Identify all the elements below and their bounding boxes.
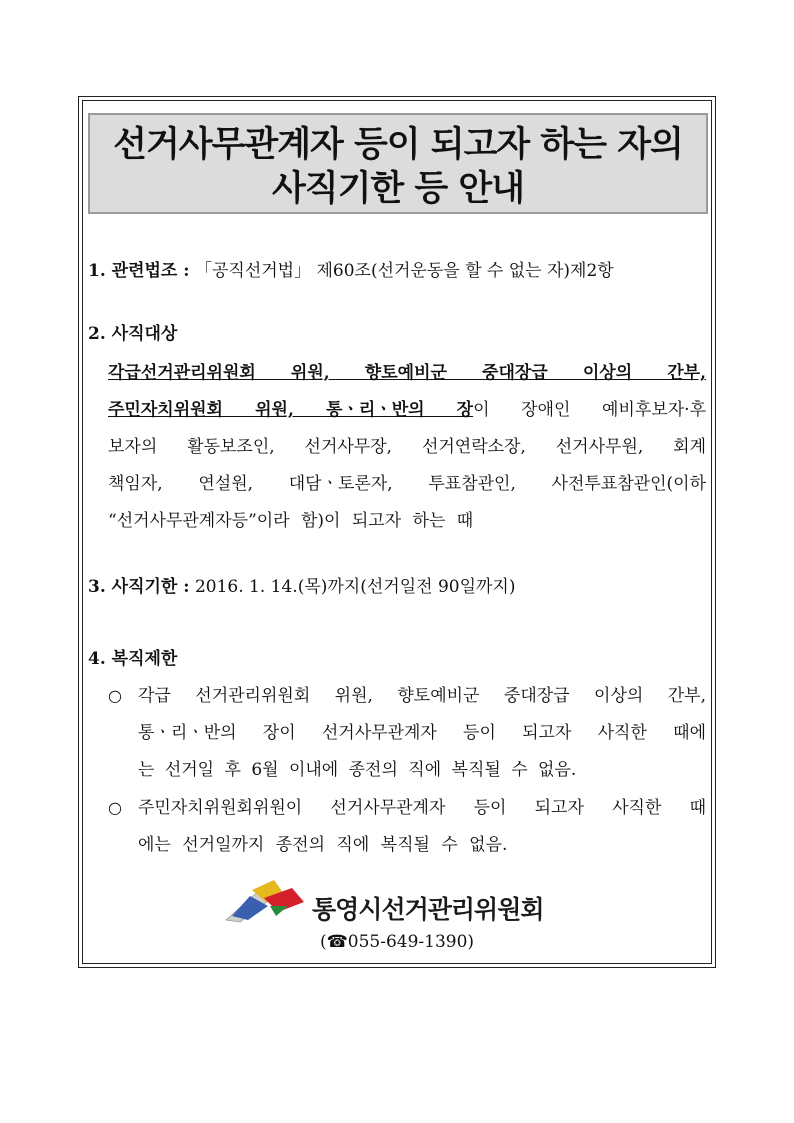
title-line-1: 선거사무관계자 등이 되고자 하는 자의 <box>113 125 683 165</box>
section-3 <box>88 576 515 598</box>
title-line-2: 사직기한 등 안내 <box>271 169 525 209</box>
section-2-line-2: 주민자치위원회 위원, 통ㆍ리ㆍ반의 장이 장애인 예비후보자·후 <box>108 400 706 420</box>
title-box <box>88 113 708 214</box>
section-3-heading: 3. 사직기한 : <box>88 577 190 597</box>
election-commission-logo-icon <box>222 876 312 926</box>
section-2-line-4: 책임자, 연설원, 대담ㆍ토론자, 투표참관인, 사전투표참관인(이하 <box>108 474 706 494</box>
circle-bullet-icon: ○ <box>108 798 122 817</box>
phone-number: (☎055-649-1390) <box>319 932 475 952</box>
section-1-heading: 1. 관련법조 : <box>88 261 190 281</box>
section-2-line-3: 보자의 활동보조인, 선거사무장, 선거연락소장, 선거사무원, 회계 <box>108 437 706 457</box>
section-2-line-5: “선거사무관계자등”이라 함)이 되고자 하는 때 <box>108 511 474 531</box>
section-2-line-1 <box>108 362 706 384</box>
bullet-1-line-3: 는 선거일 후 6월 이내에 종전의 직에 복직될 수 없음. <box>138 760 577 780</box>
section-4-heading: 4. 복직제한 <box>88 649 178 669</box>
section-1-text: 「공직선거법」 제60조(선거운동을 할 수 없는 자)제2항 <box>194 261 614 281</box>
circle-bullet-icon: ○ <box>108 686 122 705</box>
bullet-2-line-1: 주민자치위원회위원이 선거사무관계자 등이 되고자 사직한 때 <box>138 798 706 818</box>
bullet-1-line-1: 각급 선거관리위원회 위원, 향토예비군 중대장급 이상의 간부, <box>138 686 706 706</box>
section-3-text: 2016. 1. 14.(목)까지(선거일전 90일까지) <box>194 577 516 597</box>
section-1 <box>88 260 614 282</box>
bullet-2-line-2: 에는 선거일까지 종전의 직에 복직될 수 없음. <box>138 835 508 855</box>
organization-name: 통영시선거관리위원회 <box>312 895 544 924</box>
bullet-1-line-2: 통ㆍ리ㆍ반의 장이 선거사무관계자 등이 되고자 사직한 때에 <box>138 723 706 743</box>
underlined-text: 주민자치위원회 위원, 통ㆍ리ㆍ반의 장 <box>108 400 474 420</box>
section-2-heading: 2. 사직대상 <box>88 324 178 344</box>
underlined-text: 각급선거관리위원회 위원, 향토예비군 중대장급 이상의 간부, <box>108 363 706 383</box>
